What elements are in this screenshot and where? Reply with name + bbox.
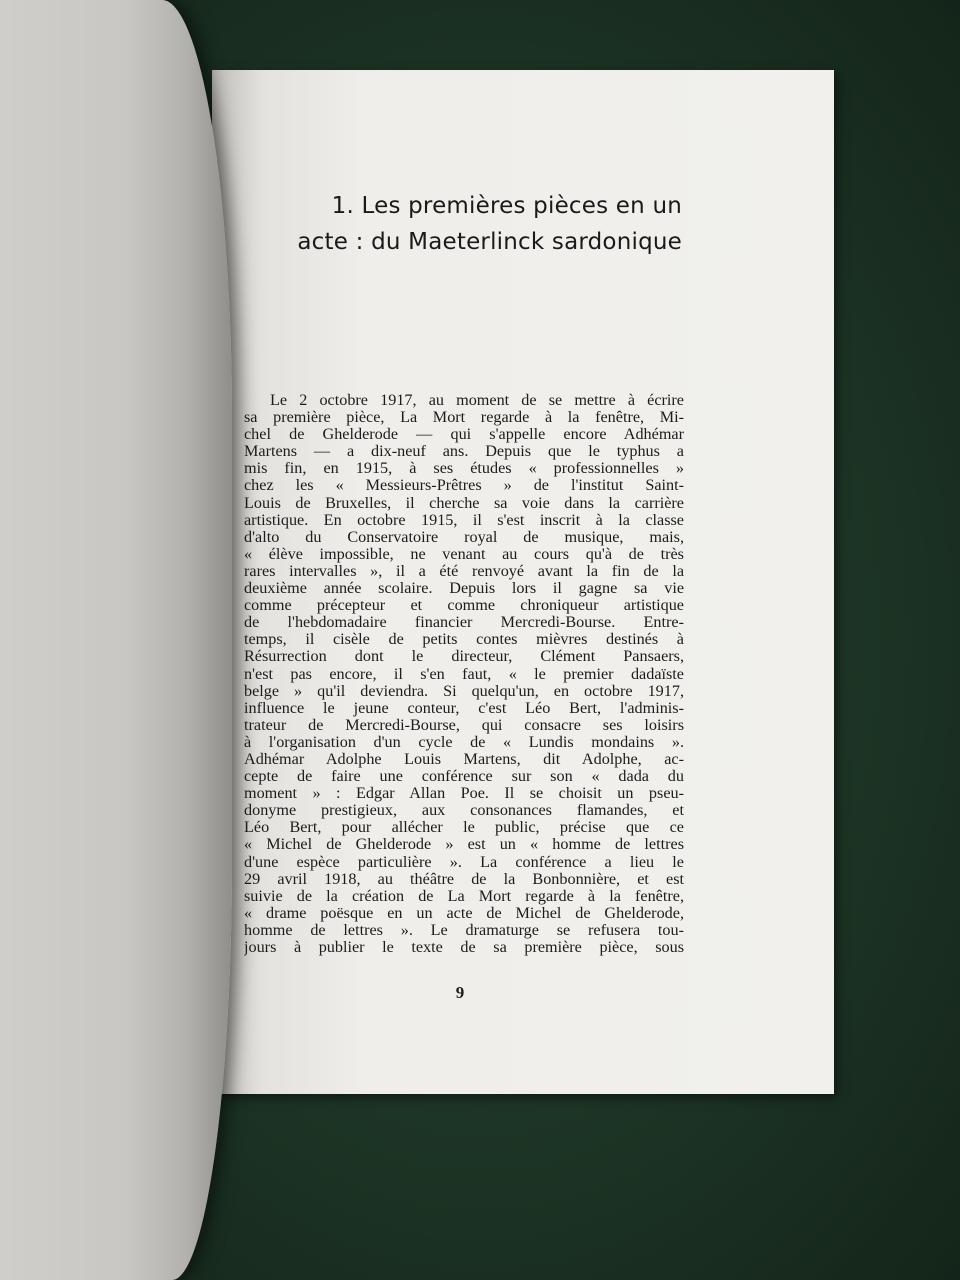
text-line: suivie de la création de La Mort regarde à la fenêtre, bbox=[244, 887, 684, 905]
text-line: 29 avril 1918, au théâtre de la Bonbonnière, et est bbox=[244, 870, 684, 888]
text-line: donyme prestigieux, aux consonances flamandes, et bbox=[244, 802, 684, 820]
text-line: mis fin, en 1915, à ses études « professionnelles » bbox=[244, 460, 684, 478]
chapter-title-line-2: acte : du Maeterlinck sardonique bbox=[297, 229, 682, 255]
text-line: d'alto du Conservatoire royal de musique, mais, bbox=[244, 528, 684, 546]
text-line: influence le jeune conteur, c'est Léo Bert, l'adminis- bbox=[244, 699, 684, 717]
text-line: de l'hebdomadaire financier Mercredi-Bourse. Entre- bbox=[244, 614, 684, 632]
text-line: artistique. En octobre 1915, il s'est inscrit à la classe bbox=[244, 511, 684, 529]
text-line: rares intervalles », il a été renvoyé avant la fin de la bbox=[244, 562, 684, 580]
text-line: homme de lettres ». Le dramaturge se refusera tou- bbox=[244, 921, 684, 939]
text-line: cepte de faire une conférence sur son « dada du bbox=[244, 768, 684, 786]
text-line: chez les « Messieurs-Prêtres » de l'institut Saint- bbox=[244, 477, 684, 495]
chapter-title bbox=[262, 188, 682, 260]
body-text bbox=[244, 392, 684, 956]
text-line: Louis de Bruxelles, il cherche sa voie dans la carrière bbox=[244, 494, 684, 512]
left-page bbox=[0, 0, 232, 1280]
text-line: deuxième année scolaire. Depuis lors il gagne sa vie bbox=[244, 580, 684, 598]
text-line: n'est pas encore, il s'en faut, « le premier dadaïste bbox=[244, 665, 684, 683]
text-line: Martens — a dix-neuf ans. Depuis que le typhus a bbox=[244, 443, 684, 461]
text-line: moment » : Edgar Allan Poe. Il se choisit un pseu- bbox=[244, 785, 684, 803]
text-line: « drame poësque en un acte de Michel de Ghelderode, bbox=[244, 904, 684, 922]
text-line: jours à publier le texte de sa première pièce, sous bbox=[244, 939, 684, 956]
text-line: chel de Ghelderode — qui s'appelle encore Adhémar bbox=[244, 426, 684, 444]
chapter-title-line-1: 1. Les premières pièces en un bbox=[331, 193, 682, 219]
text-line: comme précepteur et comme chroniqueur artistique bbox=[244, 597, 684, 615]
text-line: belge » qu'il deviendra. Si quelqu'un, en octobre 1917, bbox=[244, 682, 684, 700]
text-line: Le 2 octobre 1917, au moment de se mettre à écrire bbox=[270, 392, 684, 409]
text-line: « Michel de Ghelderode » est un « homme de lettres bbox=[244, 836, 684, 854]
text-line: Adhémar Adolphe Louis Martens, dit Adolphe, ac- bbox=[244, 750, 684, 768]
text-line: « élève impossible, ne venant au cours qu'à de très bbox=[244, 545, 684, 563]
text-line: Résurrection dont le directeur, Clément Pansaers, bbox=[244, 648, 684, 666]
text-line: sa première pièce, La Mort regarde à la fenêtre, Mi- bbox=[244, 409, 684, 427]
text-line: Léo Bert, pour allécher le public, précise que ce bbox=[244, 819, 684, 837]
page-number: 9 bbox=[455, 983, 465, 1002]
text-line: d'une espèce particulière ». La conférence a lieu le bbox=[244, 853, 684, 871]
text-line: à l'organisation d'un cycle de « Lundis mondains ». bbox=[244, 733, 684, 751]
text-line: temps, il cisèle de petits contes mièvres destinés à bbox=[244, 631, 684, 649]
text-line: trateur de Mercredi-Bourse, qui consacre ses loisirs bbox=[244, 716, 684, 734]
